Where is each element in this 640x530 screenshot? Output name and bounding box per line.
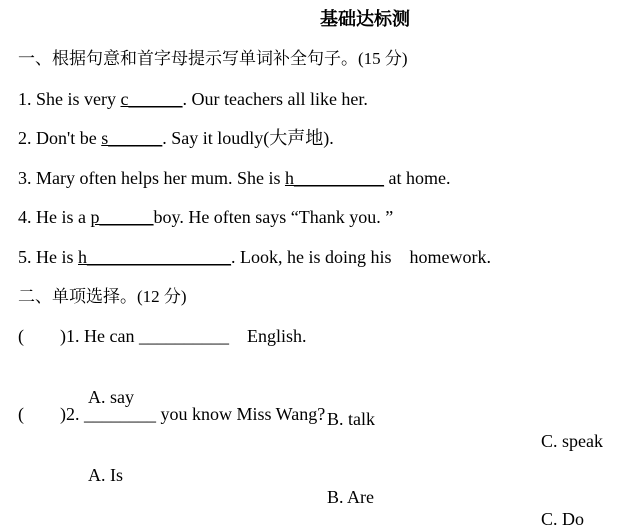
fill-in-question-2	[18, 127, 334, 149]
question-text-after: boy. He often says “Thank you. ”	[153, 207, 394, 227]
question-text-after: at home.	[383, 168, 451, 188]
choice-question-2-options	[0, 442, 640, 529]
section2-heading: 二、单项选择。(12 分)	[18, 287, 187, 306]
choice-question-1-stem: ( )1. He can __________ English.	[18, 326, 307, 346]
question-text-before: 1. She is very	[18, 89, 121, 109]
fill-in-question-4	[18, 206, 393, 228]
fill-in-question-1	[18, 88, 368, 110]
option-b[interactable]: B. Are	[327, 487, 374, 507]
question-text-before: 4. He is a	[18, 207, 91, 227]
question-text-before: 5. He is	[18, 247, 78, 267]
question-text-after: . Our teachers all like her.	[182, 89, 368, 109]
answer-blank[interactable]: s______	[101, 128, 163, 148]
fill-in-question-3	[18, 167, 450, 189]
question-text-before: 3. Mary often helps her mum. She is	[18, 168, 285, 188]
choice-question-2-stem: ( )2. ________ you know Miss Wang?	[18, 404, 326, 424]
question-text-after: . Look, he is doing his homework.	[231, 247, 491, 267]
option-c[interactable]: C. speak	[541, 431, 603, 451]
answer-blank[interactable]: h________________	[78, 247, 231, 267]
option-a[interactable]: A. say	[88, 387, 134, 407]
answer-blank[interactable]: p______	[90, 207, 154, 227]
question-text-before: 2. Don't be	[18, 128, 102, 148]
option-a[interactable]: A. Is	[88, 465, 123, 485]
option-c[interactable]: C. Do	[541, 509, 585, 529]
answer-blank[interactable]: c______	[120, 89, 183, 109]
page-title: 基础达标测	[320, 9, 410, 29]
answer-blank[interactable]: h__________	[284, 168, 384, 188]
fill-in-question-5	[18, 246, 491, 268]
question-text-after: . Say it loudly(大声地).	[162, 128, 334, 148]
option-b[interactable]: B. talk	[327, 409, 375, 429]
section1-heading: 一、根据句意和首字母提示写单词补全句子。(15 分)	[18, 49, 408, 68]
